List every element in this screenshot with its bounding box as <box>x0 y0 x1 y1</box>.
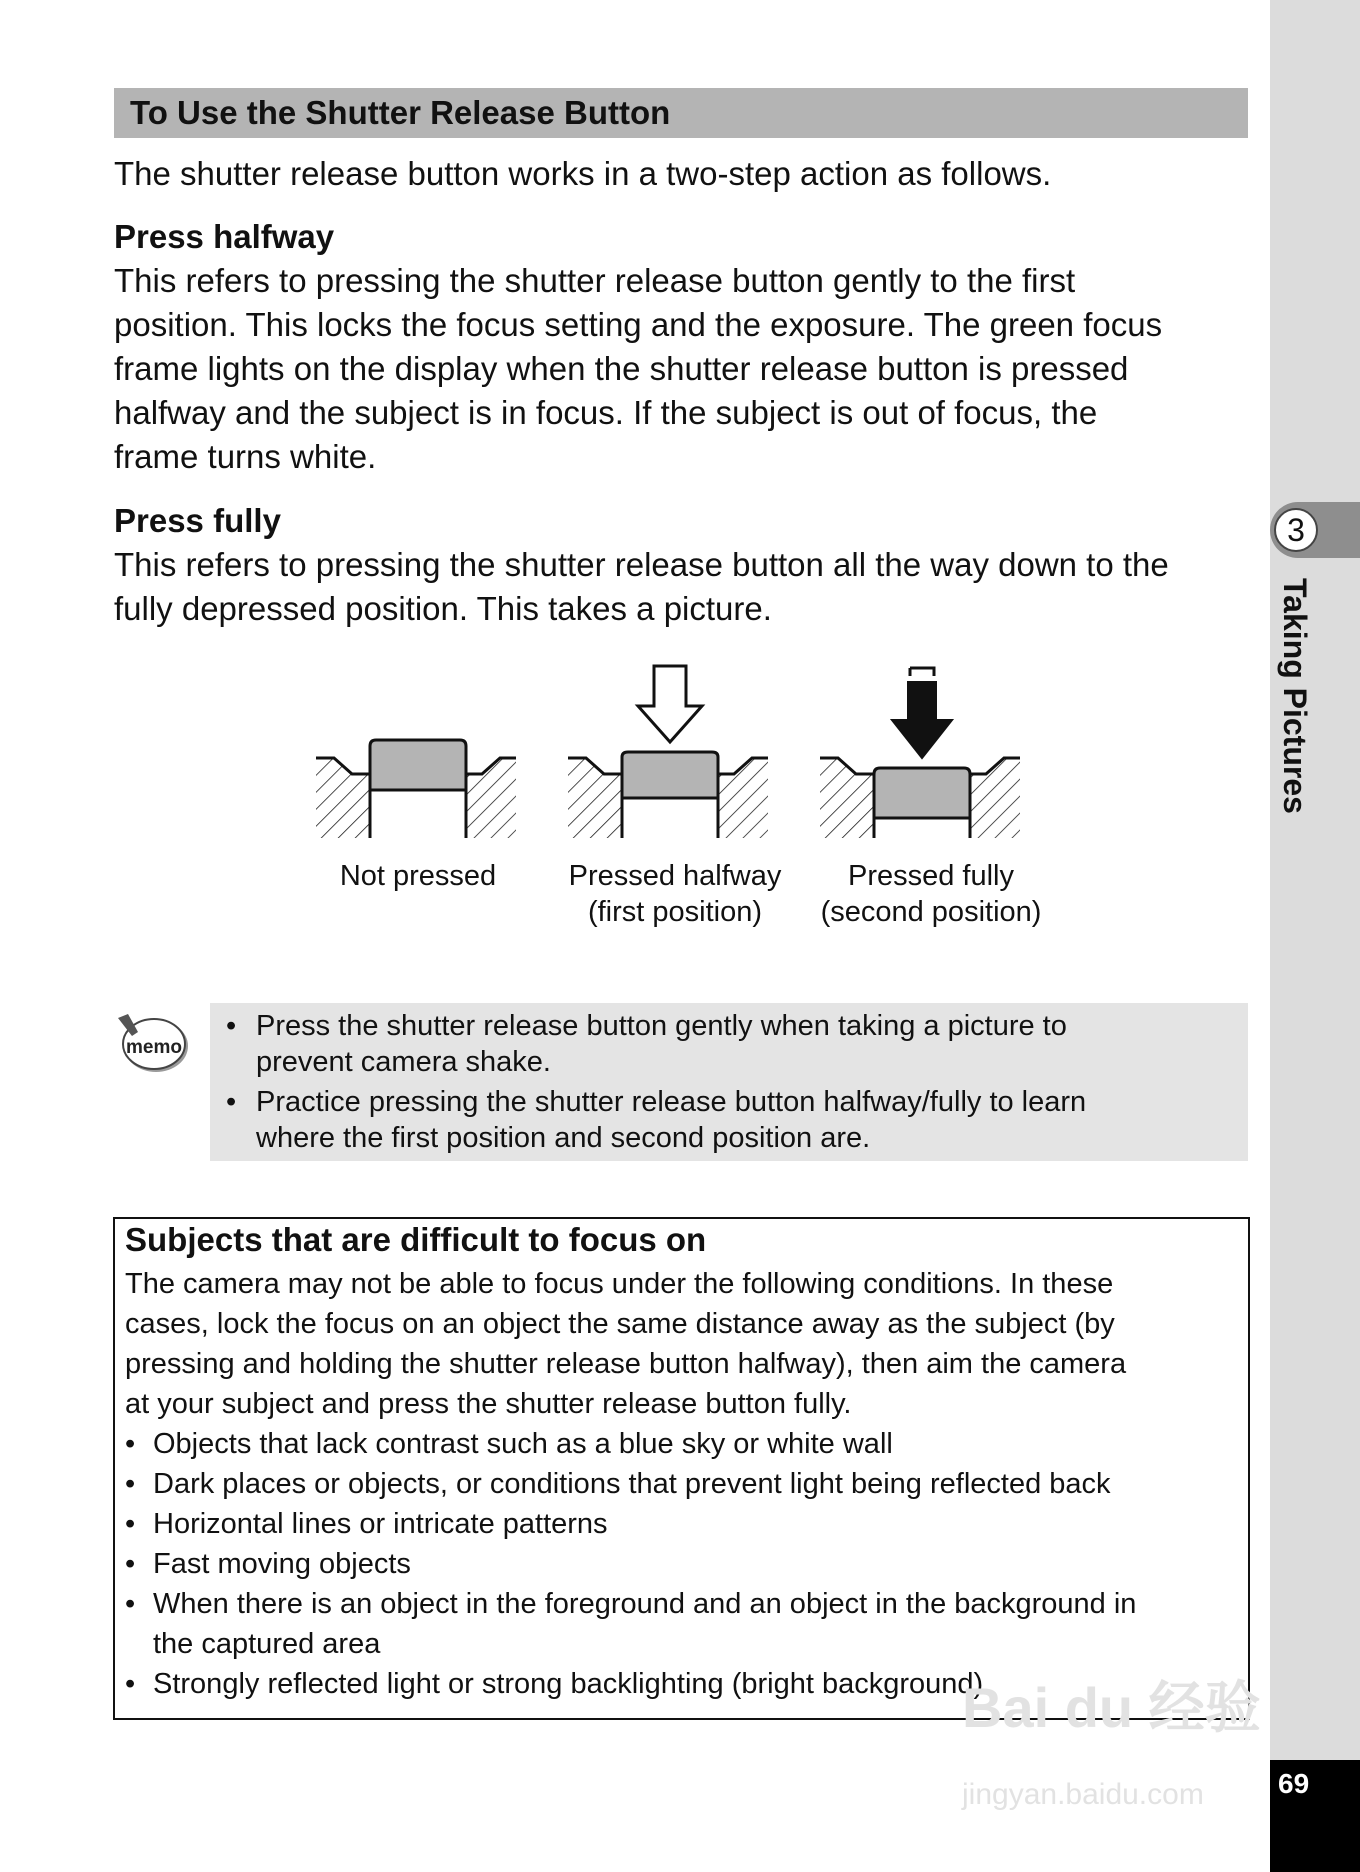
difficult-subjects-title: Subjects that are difficult to focus on <box>125 1221 707 1258</box>
intro-text: The shutter release button works in a two-step action as follows. <box>114 155 1052 192</box>
memo-bullet-line: prevent camera shake. <box>256 1046 551 1078</box>
list-item: Fast moving objects <box>153 1548 411 1580</box>
list-item: Dark places or objects, or conditions that prevent light being reflected back <box>153 1468 1111 1500</box>
chapter-number: 3 <box>1274 508 1318 552</box>
difficult-subjects-text: cases, lock the focus on an object the same distance away as the subject (by <box>125 1308 1115 1340</box>
difficult-subjects-text: The camera may not be able to focus under the following conditions. In these <box>125 1268 1114 1300</box>
label-pressed-halfway: Pressed halfway <box>568 860 782 892</box>
memo-bullet-line: where the first position and second position are. <box>256 1122 871 1154</box>
list-item: Horizontal lines or intricate patterns <box>153 1508 608 1540</box>
label-pressed-halfway-sub: (first position) <box>587 896 763 928</box>
list-bullet-marker: • <box>125 1548 136 1580</box>
chapter-side-band <box>1270 0 1360 1872</box>
svg-text:memo: memo <box>126 1037 182 1058</box>
press-halfway-heading: Press halfway <box>114 218 335 255</box>
label-pressed-fully: Pressed fully <box>847 860 1014 892</box>
shutter-button-diagram <box>310 662 1040 842</box>
list-item: When there is an object in the foreground and an object in the background in <box>153 1588 1137 1620</box>
diagram-pressed-halfway <box>568 666 768 838</box>
arrow-down-solid-icon <box>892 682 952 758</box>
difficult-subjects-text: pressing and holding the shutter release button halfway), then aim the camera <box>125 1348 1127 1380</box>
memo-bullet-line: Press the shutter release button gently when taking a picture to <box>256 1010 1067 1042</box>
list-bullet-marker: • <box>125 1508 136 1540</box>
halfway-line: frame lights on the display when the shutter release button is pressed <box>114 350 1129 387</box>
halfway-line: halfway and the subject is in focus. If the subject is out of focus, the <box>114 394 1098 431</box>
press-fully-heading: Press fully <box>114 502 281 539</box>
list-item-continued: the captured area <box>153 1628 381 1660</box>
chapter-title: Taking Pictures <box>1277 578 1313 814</box>
arrow-down-outline-icon <box>638 666 702 742</box>
difficult-subjects-text: at your subject and press the shutter release button fully. <box>125 1388 852 1420</box>
list-bullet-marker: • <box>125 1428 136 1460</box>
label-pressed-fully-sub: (second position) <box>820 896 1042 928</box>
diagram-not-pressed <box>316 740 516 838</box>
baidu-watermark: Bai du 经验 <box>962 1676 1261 1739</box>
memo-bullet-line: Practice pressing the shutter release button halfway/fully to learn <box>256 1086 1087 1118</box>
memo-icon <box>114 1010 192 1078</box>
baidu-watermark-url: jingyan.baidu.com <box>962 1778 1204 1811</box>
section-title: To Use the Shutter Release Button <box>130 94 671 131</box>
halfway-line: frame turns white. <box>114 438 377 475</box>
diagram-pressed-fully <box>820 668 1020 838</box>
memo-bullet-marker: • <box>226 1010 237 1042</box>
fully-line: fully depressed position. This takes a picture. <box>114 590 772 627</box>
halfway-line: This refers to pressing the shutter release button gently to the first <box>114 262 1076 299</box>
fully-line: This refers to pressing the shutter release button all the way down to the <box>114 546 1169 583</box>
page-number: 69 <box>1278 1768 1310 1799</box>
label-not-pressed: Not pressed <box>339 860 497 892</box>
list-item: Objects that lack contrast such as a blue sky or white wall <box>153 1428 893 1460</box>
list-bullet-marker: • <box>125 1588 136 1620</box>
list-item: Strongly reflected light or strong backlighting (bright background) <box>153 1668 984 1700</box>
list-bullet-marker: • <box>125 1668 136 1700</box>
list-bullet-marker: • <box>125 1468 136 1500</box>
memo-bullet-marker: • <box>226 1086 237 1118</box>
halfway-line: position. This locks the focus setting and the exposure. The green focus <box>114 306 1163 343</box>
